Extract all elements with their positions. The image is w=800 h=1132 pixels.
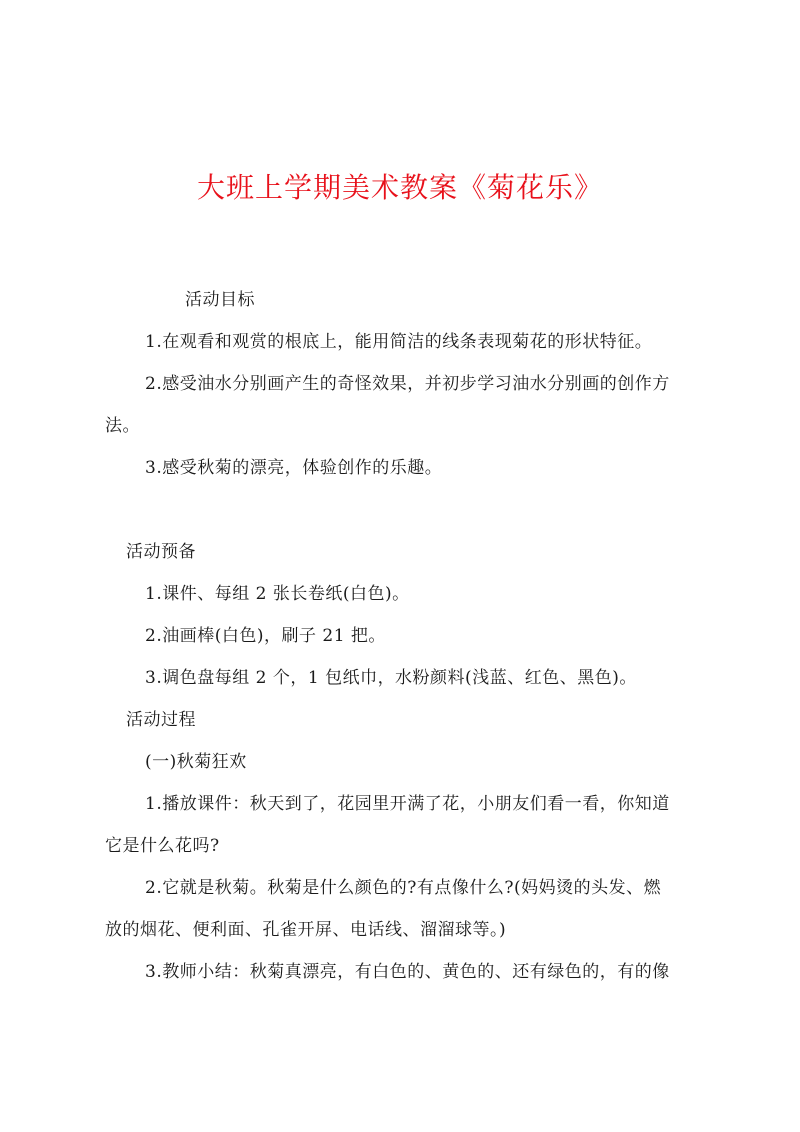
section-heading-process: 活动过程 [126,710,196,730]
goal-item-2: 2.感受油水分别画产生的奇怪效果，并初步学习油水分别画的创作方 [145,374,670,394]
goal-item-2-continued: 法。 [105,416,140,436]
prep-item-2: 2.油画棒(白色)，刷子 21 把。 [145,626,386,646]
prep-item-1: 1.课件、每组 2 张长卷纸(白色)。 [145,584,410,604]
goal-item-3: 3.感受秋菊的漂亮，体验创作的乐趣。 [145,458,443,478]
process-item-1-continued: 它是什么花吗? [105,836,220,856]
process-item-2-continued: 放的烟花、便利面、孔雀开屏、电话线、溜溜球等。) [105,920,507,940]
prep-item-3: 3.调色盘每组 2 个，1 包纸巾，水粉颜料(浅蓝、红色、黑色)。 [145,668,637,688]
section-heading-goals: 活动目标 [185,290,255,310]
process-item-3: 3.教师小结：秋菊真漂亮，有白色的、黄色的、还有绿色的，有的像 [145,962,670,982]
process-subheading: (一)秋菊狂欢 [145,752,247,772]
process-item-1: 1.播放课件：秋天到了，花园里开满了花，小朋友们看一看，你知道 [145,794,670,814]
process-item-2: 2.它就是秋菊。秋菊是什么颜色的?有点像什么?(妈妈烫的头发、燃 [145,878,662,898]
section-heading-prep: 活动预备 [126,542,196,562]
goal-item-1: 1.在观看和观赏的根底上，能用简洁的线条表现菊花的形状特征。 [145,332,653,352]
document-title: 大班上学期美术教案《菊花乐》 [196,171,603,204]
